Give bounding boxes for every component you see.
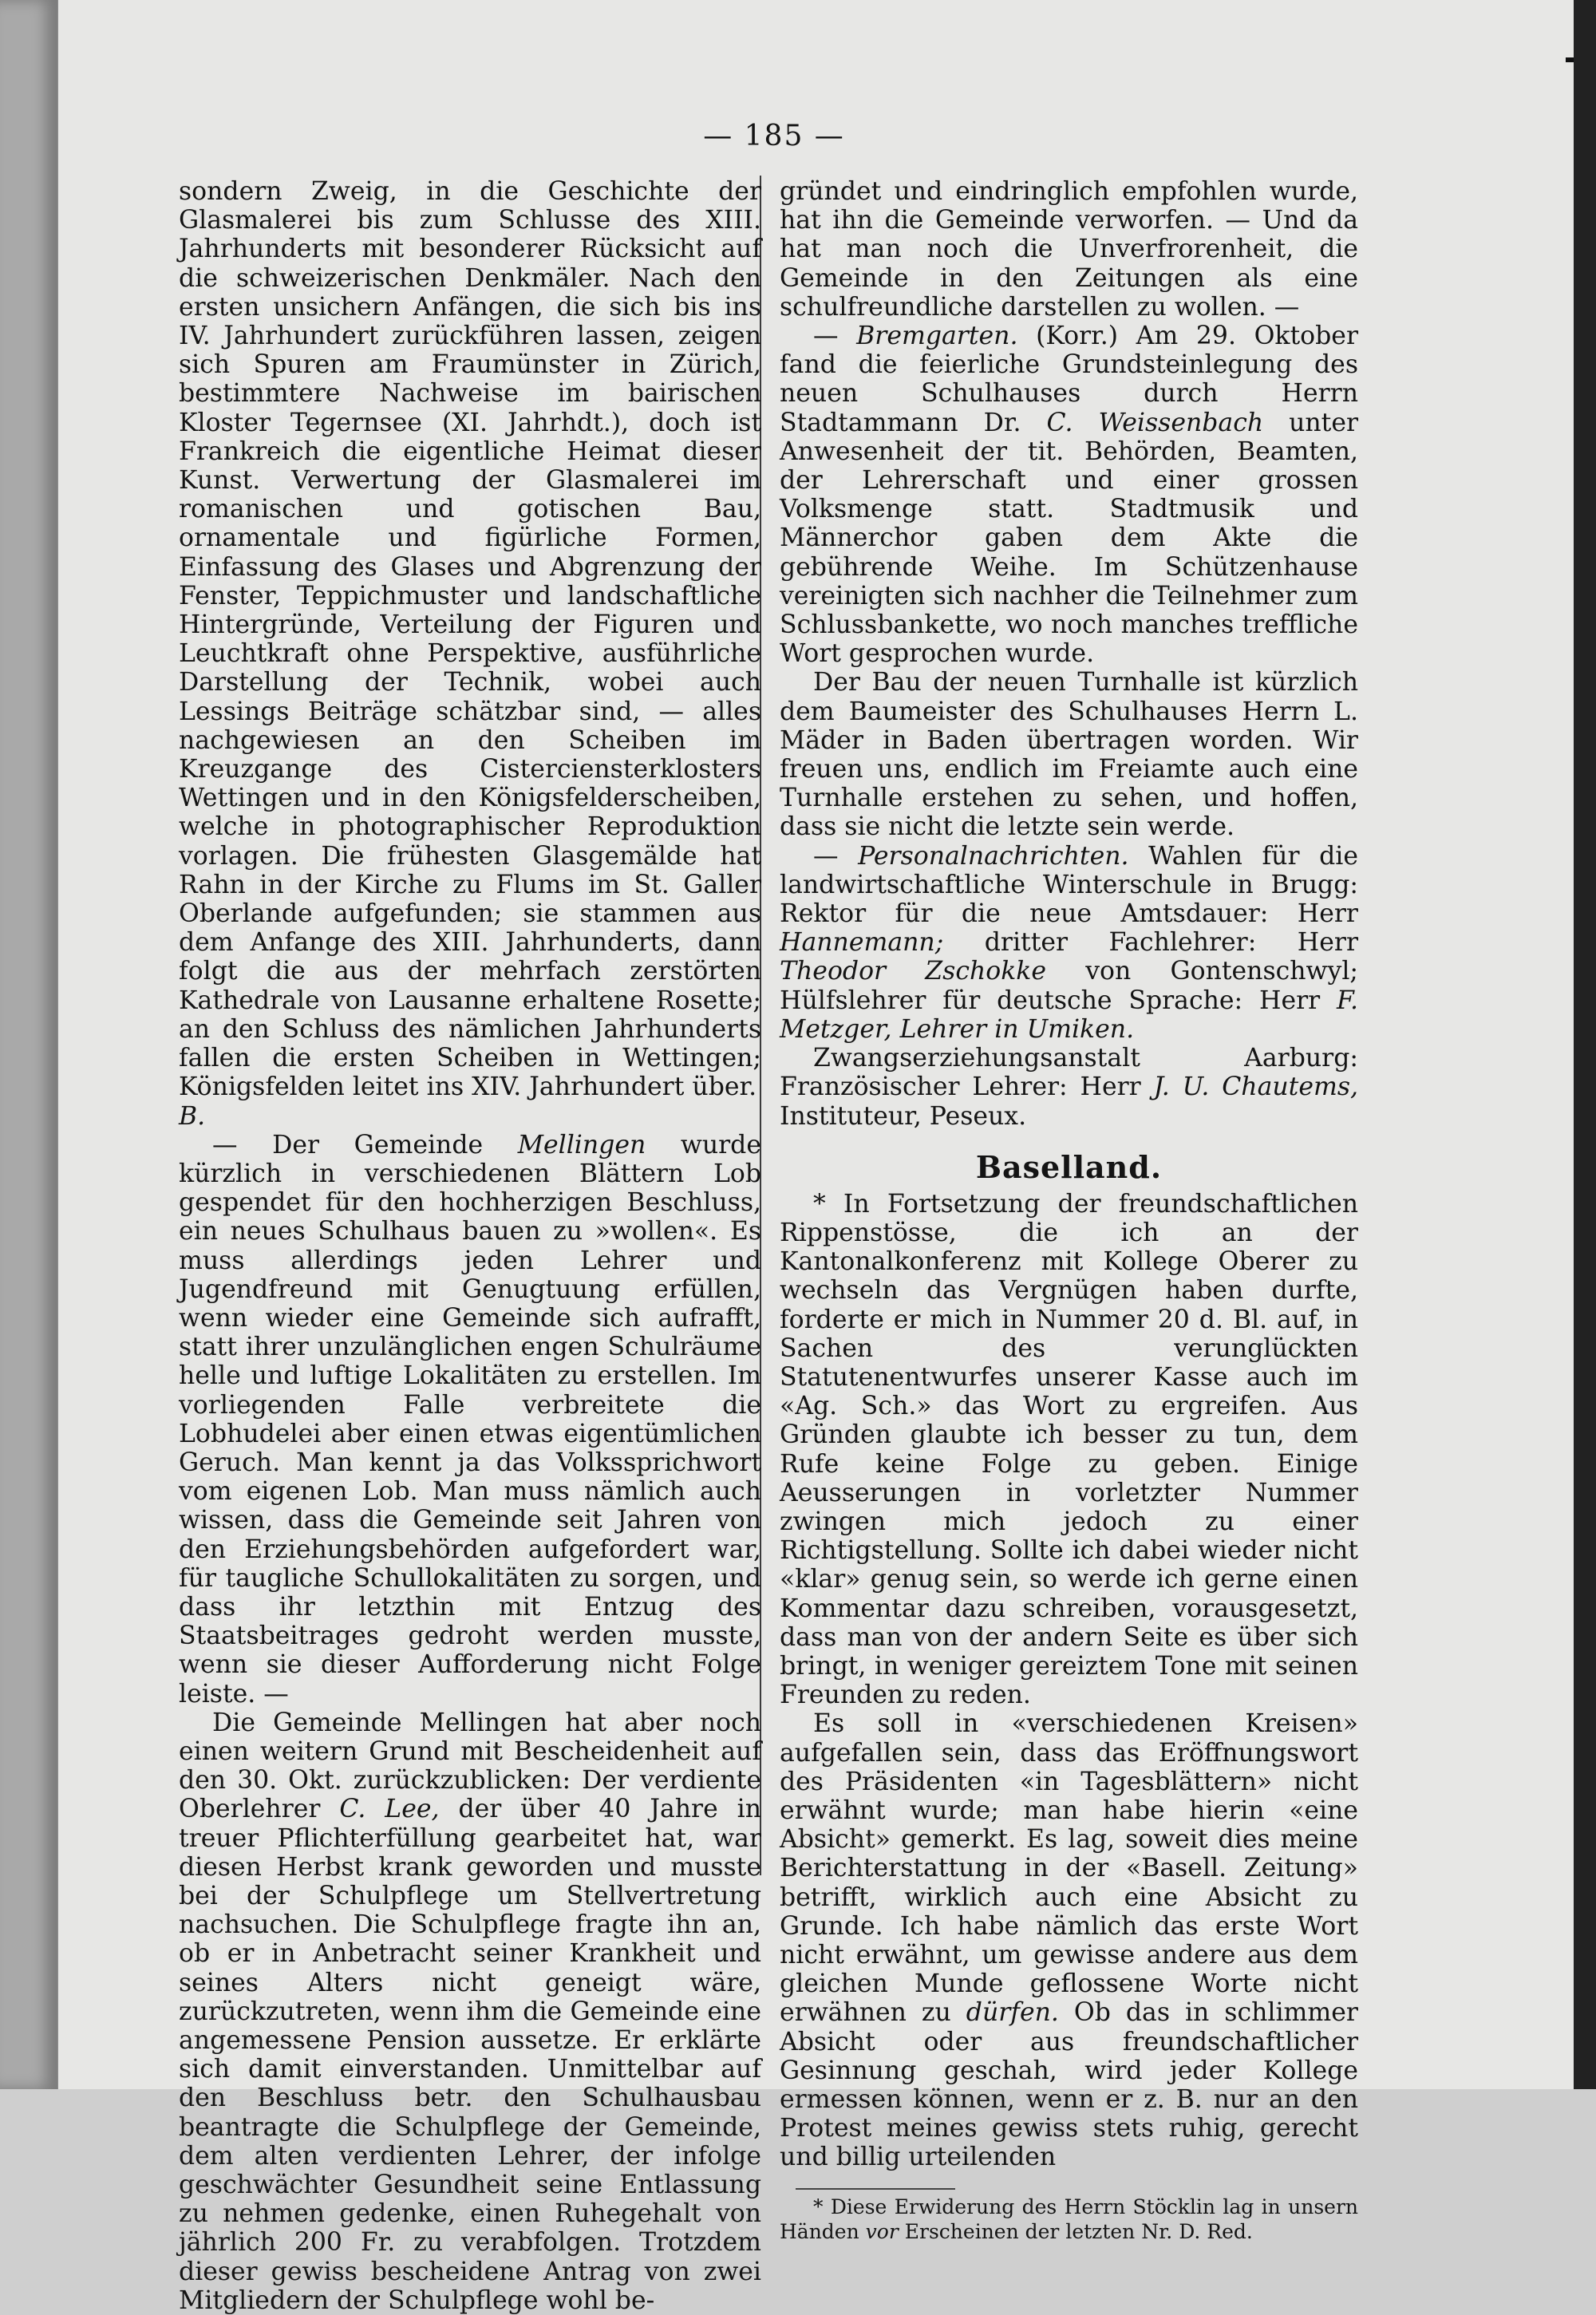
section-heading-baselland: Baselland. [975,1148,1163,1185]
right-paragraph-continued: gründet und eindringlich empfohlen wurde, hat ihn die Gemeinde verworfen. — Und da hat man noch die Unverfrorenheit, die Gemeinde in den Zeitungen als eine schulfreundliche darstellen zu wollen. — [780,177,1358,322]
emphasis: vor [865,2219,899,2243]
scan-border-right [1574,0,1596,2089]
right-paragraph-aarburg: Zwangserziehungsanstalt Aarburg: Französischer Lehrer: Herr J. U. Chautems, Instituteur, Peseux. [780,1044,1359,1131]
person-name: Hannemann; [780,928,944,958]
person-name: Theodor Zschokke [780,957,1047,986]
footnote: * Diese Erwiderung des Herrn Stöcklin lag in unsern Händen vor Erscheinen der letzten Nr. D. Red. [780,2195,1358,2243]
person-name: C. Lee, [339,1795,440,1824]
left-paragraph-pension: Die Gemeinde Mellingen hat aber noch einen weitern Grund mit Bescheidenheit auf den 30. Okt. zurückzublicken: Der verdiente Oberlehrer C. Lee, der über 40 Jahre in treuer Pflichterfüllung gearbeitet hat, war diesen Herbst krank geworden und musste bei der Schulpflege um Stellvertretung nachsuchen. Die Schulpflege fragte ihn an, ob er in Anbetracht seiner Krankheit und seines Alters nicht geneigt wäre, zurückzutreten, wenn ihm die Gemeinde eine angemessene Pension aussetze. Er erklärte sich damit einverstanden. Unmittelbar auf den Beschluss betr. den Schulhausbau beantragte die Schulpflege der Gemeinde, dem alten verdienten Lehrer, der infolge geschwächter Gesundheit seine Entlassung zu nehmen gedenke, einen Ruhegehalt von jährlich 200 Fr. zu verabfolgen. Trotzdem dieser gewiss bescheidene Antrag von zwei Mitgliedern der Schulpflege wohl be- [179,1708,762,2315]
person-name: F. Metzger, Lehrer in Umiken. [780,986,1358,1044]
book-spine-shadow [0,0,57,2089]
page-edge-line [57,0,58,2089]
person-name: C. Weissenbach [1046,408,1264,437]
left-column [179,177,761,2315]
left-paragraph-mellingen: — Der Gemeinde Mellingen wurde kürzlich in verschiedenen Blättern Lob gespendet für den hochherzigen Beschluss, ein neues Schulhaus bauen zu »wollen«. Es muss allerdings jeden Lehrer und Jugendfreund mit Genugtuung erfüllen, wenn wieder eine Gemeinde sich aufrafft, statt ihrer unzulänglichen engen Schulräume helle und luftige Lokalitäten zu erstellen. Im vorliegenden Falle verbreitete die Lobhudelei aber einen etwas eigentümlichen Geruch. Man kennt ja das Volkssprichwort vom eigenen Lob. Man muss nämlich auch wissen, dass die Gemeinde seit Jahren von den Erziehungsbehörden aufgefordert war, für taugliche Schullokalitäten zu sorgen, und dass ihr letzthin mit Entzug des Staatsbeitrages gedroht werden musste, wenn sie dieser Aufforderung nicht Folge leiste. — [179,1130,761,1709]
page-number: — 185 — [703,120,845,152]
place-name: Bremgarten. [856,322,1018,351]
right-paragraph-rippenstoesse: * In Fortsetzung der freundschaftlichen Rippenstösse, die ich an der Kantonalkonferenz mit Kollege Oberer zu wechseln das Vergnügen haben durfte, forderte er mich in Nummer 20 d. Bl. auf, in Sachen des verunglückten Statutenentwurfes unserer Kasse auch im «Ag. Sch.» das Wort zu ergreifen. Aus Gründen glaubte ich besser zu tun, dem Rufe keine Folge zu geben. Einige Aeusserungen in vorletzter Nummer zwingen mich jedoch zu einer Richtigstellung. Sollte ich dabei wieder nicht «klar» genug sein, so werde ich gerne einen Kommentar dazu schreiben, vorausgesetzt, dass man von der andern Seite es über sich bringt, in weniger gereiztem Tone mit seinen Freunden zu reden. [780,1189,1358,1710]
signature: B. [179,1101,206,1131]
right-column [780,177,1358,2244]
emphasis: dürfen. [966,1998,1059,2028]
section-title: Personalnachrichten. [858,841,1129,871]
footnote-rule [796,2188,955,2190]
place-name: Mellingen [517,1130,646,1159]
right-paragraph-personal: — Personalnachrichten. Wahlen für die landwirtschaftliche Winterschule in Brugg: Rektor für die neue Amtsdauer: Herr Hannemann; dritter Fachlehrer: Herr Theodor Zschokke von Gontenschwyl; Hülfslehrer für deutsche Sprache: Herr F. Metzger, Lehrer in Umiken. [780,841,1359,1044]
right-paragraph-turnhalle: Der Bau der neuen Turnhalle ist kürzlich dem Baumeister des Schulhauses Herrn L. Mäder in Baden übertragen worden. Wir freuen uns, endlich im Freiamte auch eine Turnhalle erstehen zu sehen, und hoffen, dass sie nicht die letzte sein werde. [780,668,1358,842]
left-paragraph-glasmalerei: sondern Zweig, in die Geschichte der Glasmalerei bis zum Schlusse des XIII. Jahrhunderts mit besonderer Rücksicht auf die schweizerischen Denkmäler. Nach den ersten unsichern Anfängen, die sich bis ins IV. Jahrhundert zurückführen lassen, zeigen sich Spuren am Fraumünster in Zürich, bestimmtere Nachweise im bairischen Kloster Tegernsee (XI. Jahrhdt.), doch ist Frankreich die eigentliche Heimat dieser Kunst. Verwertung der Glasmalerei im romanischen und gotischen Bau, ornamentale und figürliche Formen, Einfassung des Glases und Abgrenzung der Fenster, Teppichmuster und landschaftliche Hintergründe, Verteilung der Figuren und Leuchtkraft ohne Perspektive, ausführliche Darstellung der Technik, wobei auch Lessings Beiträge schätzbar sind, — alles nachgewiesen an den Scheiben im Kreuzgange des Cisterciensterklosters Wettingen und in den Königsfelderscheiben, welche in photographischer Reproduktion vorlagen. Die frühesten Glasgemälde hat Rahn in der Kirche zu Flums im St. Galler Oberlande aufgefunden; sie stammen aus dem Anfange des XIII. Jahrhunderts, dann folgt die aus der mehrfach zerstörten Kathedrale von Lausanne erhaltene Rosette; an den Schluss des nämlichen Jahrhunderts fallen die ersten Scheiben in Wettingen; Königsfelden leitet ins XIV. Jahrhundert über. [179,177,761,1102]
scan-mark [1566,57,1574,62]
right-paragraph-eroeffnungswort: Es soll in «verschiedenen Kreisen» aufgefallen sein, dass das Eröffnungswort des Präsidenten «in Tagesblättern» nicht erwähnt wurde; man habe hierin «eine Absicht» gemerkt. Es lag, soweit dies meine Berichterstattung in der «Basell. Zeitung» betrifft, wirklich auch eine Absicht zu Grunde. Ich habe nämlich das erste Wort nicht erwähnt, um gewisse andere aus dem gleichen Munde geflossene Worte nicht erwähnen zu dürfen. Ob das in schlimmer Absicht oder aus freundschaftlicher Gesinnung geschah, wird jeder Kollege ermessen können, wenn er z. B. nur an den Protest meines gewiss stets ruhig, gerecht und billig urteilenden [780,1709,1358,2172]
person-name: J. U. Chautems, [1153,1073,1359,1102]
right-paragraph-bremgarten: — Bremgarten. (Korr.) Am 29. Oktober fand die feierliche Grundsteinlegung des neuen Schulhauses durch Herrn Stadtammann Dr. C. Weissenbach unter Anwesenheit der tit. Behörden, Beamten, der Lehrerschaft und einer grossen Volksmenge statt. Stadtmusik und Männerchor gaben dem Akte die gebührende Weihe. Im Schützenhause vereinigten sich nachher die Teilnehmer zum Schlussbankette, wo noch manches treffliche Wort gesprochen wurde. [780,322,1359,669]
